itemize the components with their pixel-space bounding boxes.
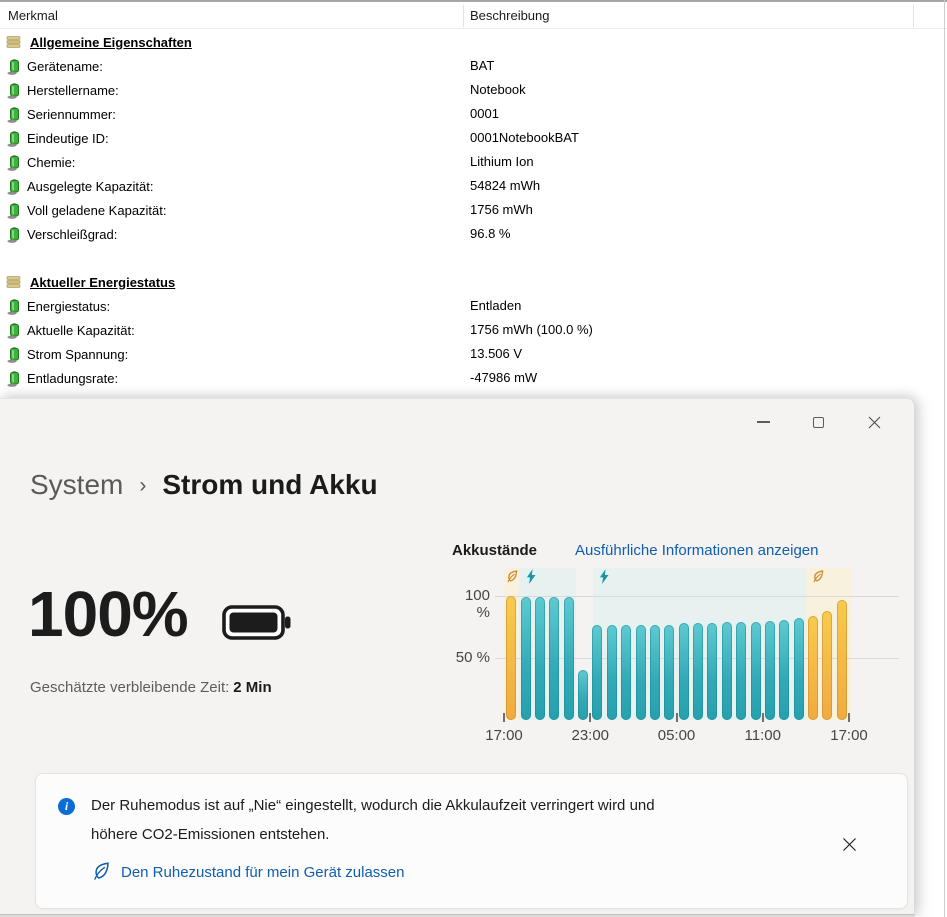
breadcrumb: [30, 469, 378, 501]
section-title: Aktueller Energiestatus: [30, 274, 176, 290]
property-label: Strom Spannung:: [27, 346, 129, 362]
maximize-icon: [813, 417, 824, 428]
eco-leaf-icon: [91, 861, 112, 881]
sleep-mode-banner: [35, 773, 908, 909]
property-label: Energiestatus:: [27, 298, 111, 314]
property-label: Ausgelegte Kapazität:: [27, 178, 154, 194]
minimize-icon: [757, 421, 770, 423]
property-value: BAT: [470, 58, 495, 73]
property-value: 1756 mWh: [470, 202, 533, 217]
property-label: Chemie:: [27, 154, 76, 170]
table-row[interactable]: [0, 174, 947, 198]
page-title: Strom und Akku: [162, 469, 378, 500]
battery-level-bar: [794, 618, 804, 720]
property-label: Aktuelle Kapazität:: [27, 322, 135, 338]
property-value: Lithium Ion: [470, 154, 534, 169]
banner-text: [91, 791, 655, 849]
property-value: 96.8 %: [470, 226, 511, 241]
x-axis-tick: [503, 713, 505, 722]
battery-level-bar: [779, 620, 789, 720]
column-header-merkmal[interactable]: Merkmal: [8, 8, 58, 23]
property-value: Notebook: [470, 82, 526, 97]
x-axis-tick: [848, 713, 850, 722]
remaining-time-value: 2 Min: [233, 679, 272, 696]
battery-row-icon: [6, 178, 23, 195]
close-icon: [868, 416, 881, 429]
y-axis-label: 50 %: [455, 649, 490, 666]
table-row[interactable]: [0, 102, 947, 126]
charging-bolt-icon: [526, 569, 540, 585]
property-value: 1756 mWh (100.0 %): [470, 322, 593, 337]
battery-level-bar: [549, 597, 559, 720]
table-row[interactable]: [0, 318, 947, 342]
battery-level-bar: [707, 623, 717, 720]
banner-text-line2: höhere CO2-Emissionen entstehen.: [91, 826, 330, 843]
minimize-button[interactable]: [741, 407, 785, 437]
property-label: Entladungsrate:: [27, 370, 119, 386]
battery-level-bar: [564, 597, 574, 720]
background-window-border: [944, 0, 945, 917]
x-axis-tick: [762, 713, 764, 722]
x-axis-label: 05:00: [657, 727, 696, 744]
property-label: Verschleißgrad:: [27, 226, 118, 242]
battery-level-bar: [607, 625, 617, 720]
property-value: Entladen: [470, 298, 522, 313]
battery-row-icon: [6, 226, 23, 243]
property-label: Gerätename:: [27, 58, 103, 74]
banner-close-button[interactable]: [839, 834, 859, 854]
battery-row-icon: [6, 154, 23, 171]
property-table: [0, 30, 947, 390]
battery-level-bar: [722, 622, 732, 720]
table-row[interactable]: [0, 78, 947, 102]
battery-row-icon: [6, 58, 23, 75]
column-header-beschreibung[interactable]: Beschreibung: [470, 8, 550, 23]
battery-level-bar: [822, 611, 832, 720]
section-title: Allgemeine Eigenschaften: [30, 34, 192, 50]
battery-level-bar: [535, 597, 545, 720]
section-icon: [6, 275, 24, 289]
table-row[interactable]: [0, 294, 947, 318]
maximize-button[interactable]: [796, 407, 840, 437]
column-divider[interactable]: [463, 5, 464, 27]
table-row[interactable]: [0, 222, 947, 246]
battery-icon: [222, 605, 292, 641]
battery-level-bar: [636, 625, 646, 720]
battery-row-icon: [6, 202, 23, 219]
section-header-row[interactable]: [0, 270, 947, 294]
table-row[interactable]: [0, 54, 947, 78]
battery-level-bar: [621, 625, 631, 720]
chart-title: Akkustände: [452, 542, 538, 559]
energy-saver-leaf-icon: [812, 569, 826, 585]
property-label: Eindeutige ID:: [27, 130, 109, 146]
table-row[interactable]: [0, 366, 947, 390]
breadcrumb-system[interactable]: System: [30, 469, 124, 500]
column-divider[interactable]: [913, 5, 914, 27]
info-icon: i: [58, 798, 75, 815]
chart-canvas: [504, 566, 849, 720]
property-value: -47986 mW: [470, 370, 538, 385]
table-row[interactable]: [0, 198, 947, 222]
settings-window: [0, 398, 915, 917]
close-button[interactable]: [852, 407, 896, 437]
section-icon: [6, 35, 24, 49]
battery-row-icon: [6, 106, 23, 123]
battery-level-bar: [578, 670, 588, 720]
charging-bolt-icon: [599, 569, 613, 585]
battery-level-bar: [506, 596, 516, 720]
battery-level-bar: [650, 625, 660, 720]
battery-level-bar: [736, 622, 746, 720]
chevron-right-icon: ›: [139, 474, 147, 497]
y-axis-label: 100 %: [464, 587, 490, 621]
table-header: [0, 2, 947, 29]
remaining-time: [30, 679, 272, 696]
battery-level-bar: [521, 597, 531, 720]
battery-row-icon: [6, 346, 23, 363]
x-axis-tick: [676, 713, 678, 722]
battery-level-chart: [452, 566, 902, 762]
table-row[interactable]: [0, 126, 947, 150]
property-value: 13.506 V: [470, 346, 523, 361]
battery-level-bar: [664, 625, 674, 720]
section-header-row[interactable]: [0, 30, 947, 54]
x-axis-label: 23:00: [571, 727, 610, 744]
property-label: Seriennummer:: [27, 106, 116, 122]
table-row[interactable]: [0, 150, 947, 174]
allow-hibernate-link[interactable]: Den Ruhezustand für mein Gerät zulassen: [121, 864, 405, 881]
battery-level-bar: [837, 600, 847, 720]
x-axis-label: 11:00: [744, 727, 781, 744]
property-value: 54824 mWh: [470, 178, 541, 193]
battery-row-icon: [6, 298, 23, 315]
battery-info-window: [0, 0, 947, 398]
x-axis-tick: [589, 713, 591, 722]
battery-level-bar: [679, 623, 689, 720]
remaining-time-label: Geschätzte verbleibende Zeit:: [30, 679, 230, 696]
x-axis-label: 17:00: [830, 727, 868, 744]
battery-level-bar: [765, 621, 775, 720]
battery-percent: 100%: [28, 578, 188, 650]
property-label: Herstellername:: [27, 82, 119, 98]
detailed-info-link[interactable]: Ausführliche Informationen anzeigen: [575, 542, 819, 559]
battery-row-icon: [6, 322, 23, 339]
x-axis-label: 17:00: [485, 727, 523, 744]
battery-level-bar: [592, 625, 602, 720]
battery-level-bar: [751, 622, 761, 720]
property-value: 0001: [470, 106, 499, 121]
table-row[interactable]: [0, 342, 947, 366]
battery-row-icon: [6, 82, 23, 99]
battery-row-icon: [6, 130, 23, 147]
battery-level-bar: [808, 616, 818, 720]
energy-saver-leaf-icon: [506, 569, 520, 585]
battery-level-bar: [693, 623, 703, 720]
property-value: 0001NotebookBAT: [470, 130, 579, 145]
property-label: Voll geladene Kapazität:: [27, 202, 167, 218]
battery-row-icon: [6, 370, 23, 387]
close-icon: [842, 837, 857, 852]
banner-text-line1: Der Ruhemodus ist auf „Nie“ eingestellt, wodurch die Akkulaufzeit verringert wird und: [91, 797, 655, 814]
